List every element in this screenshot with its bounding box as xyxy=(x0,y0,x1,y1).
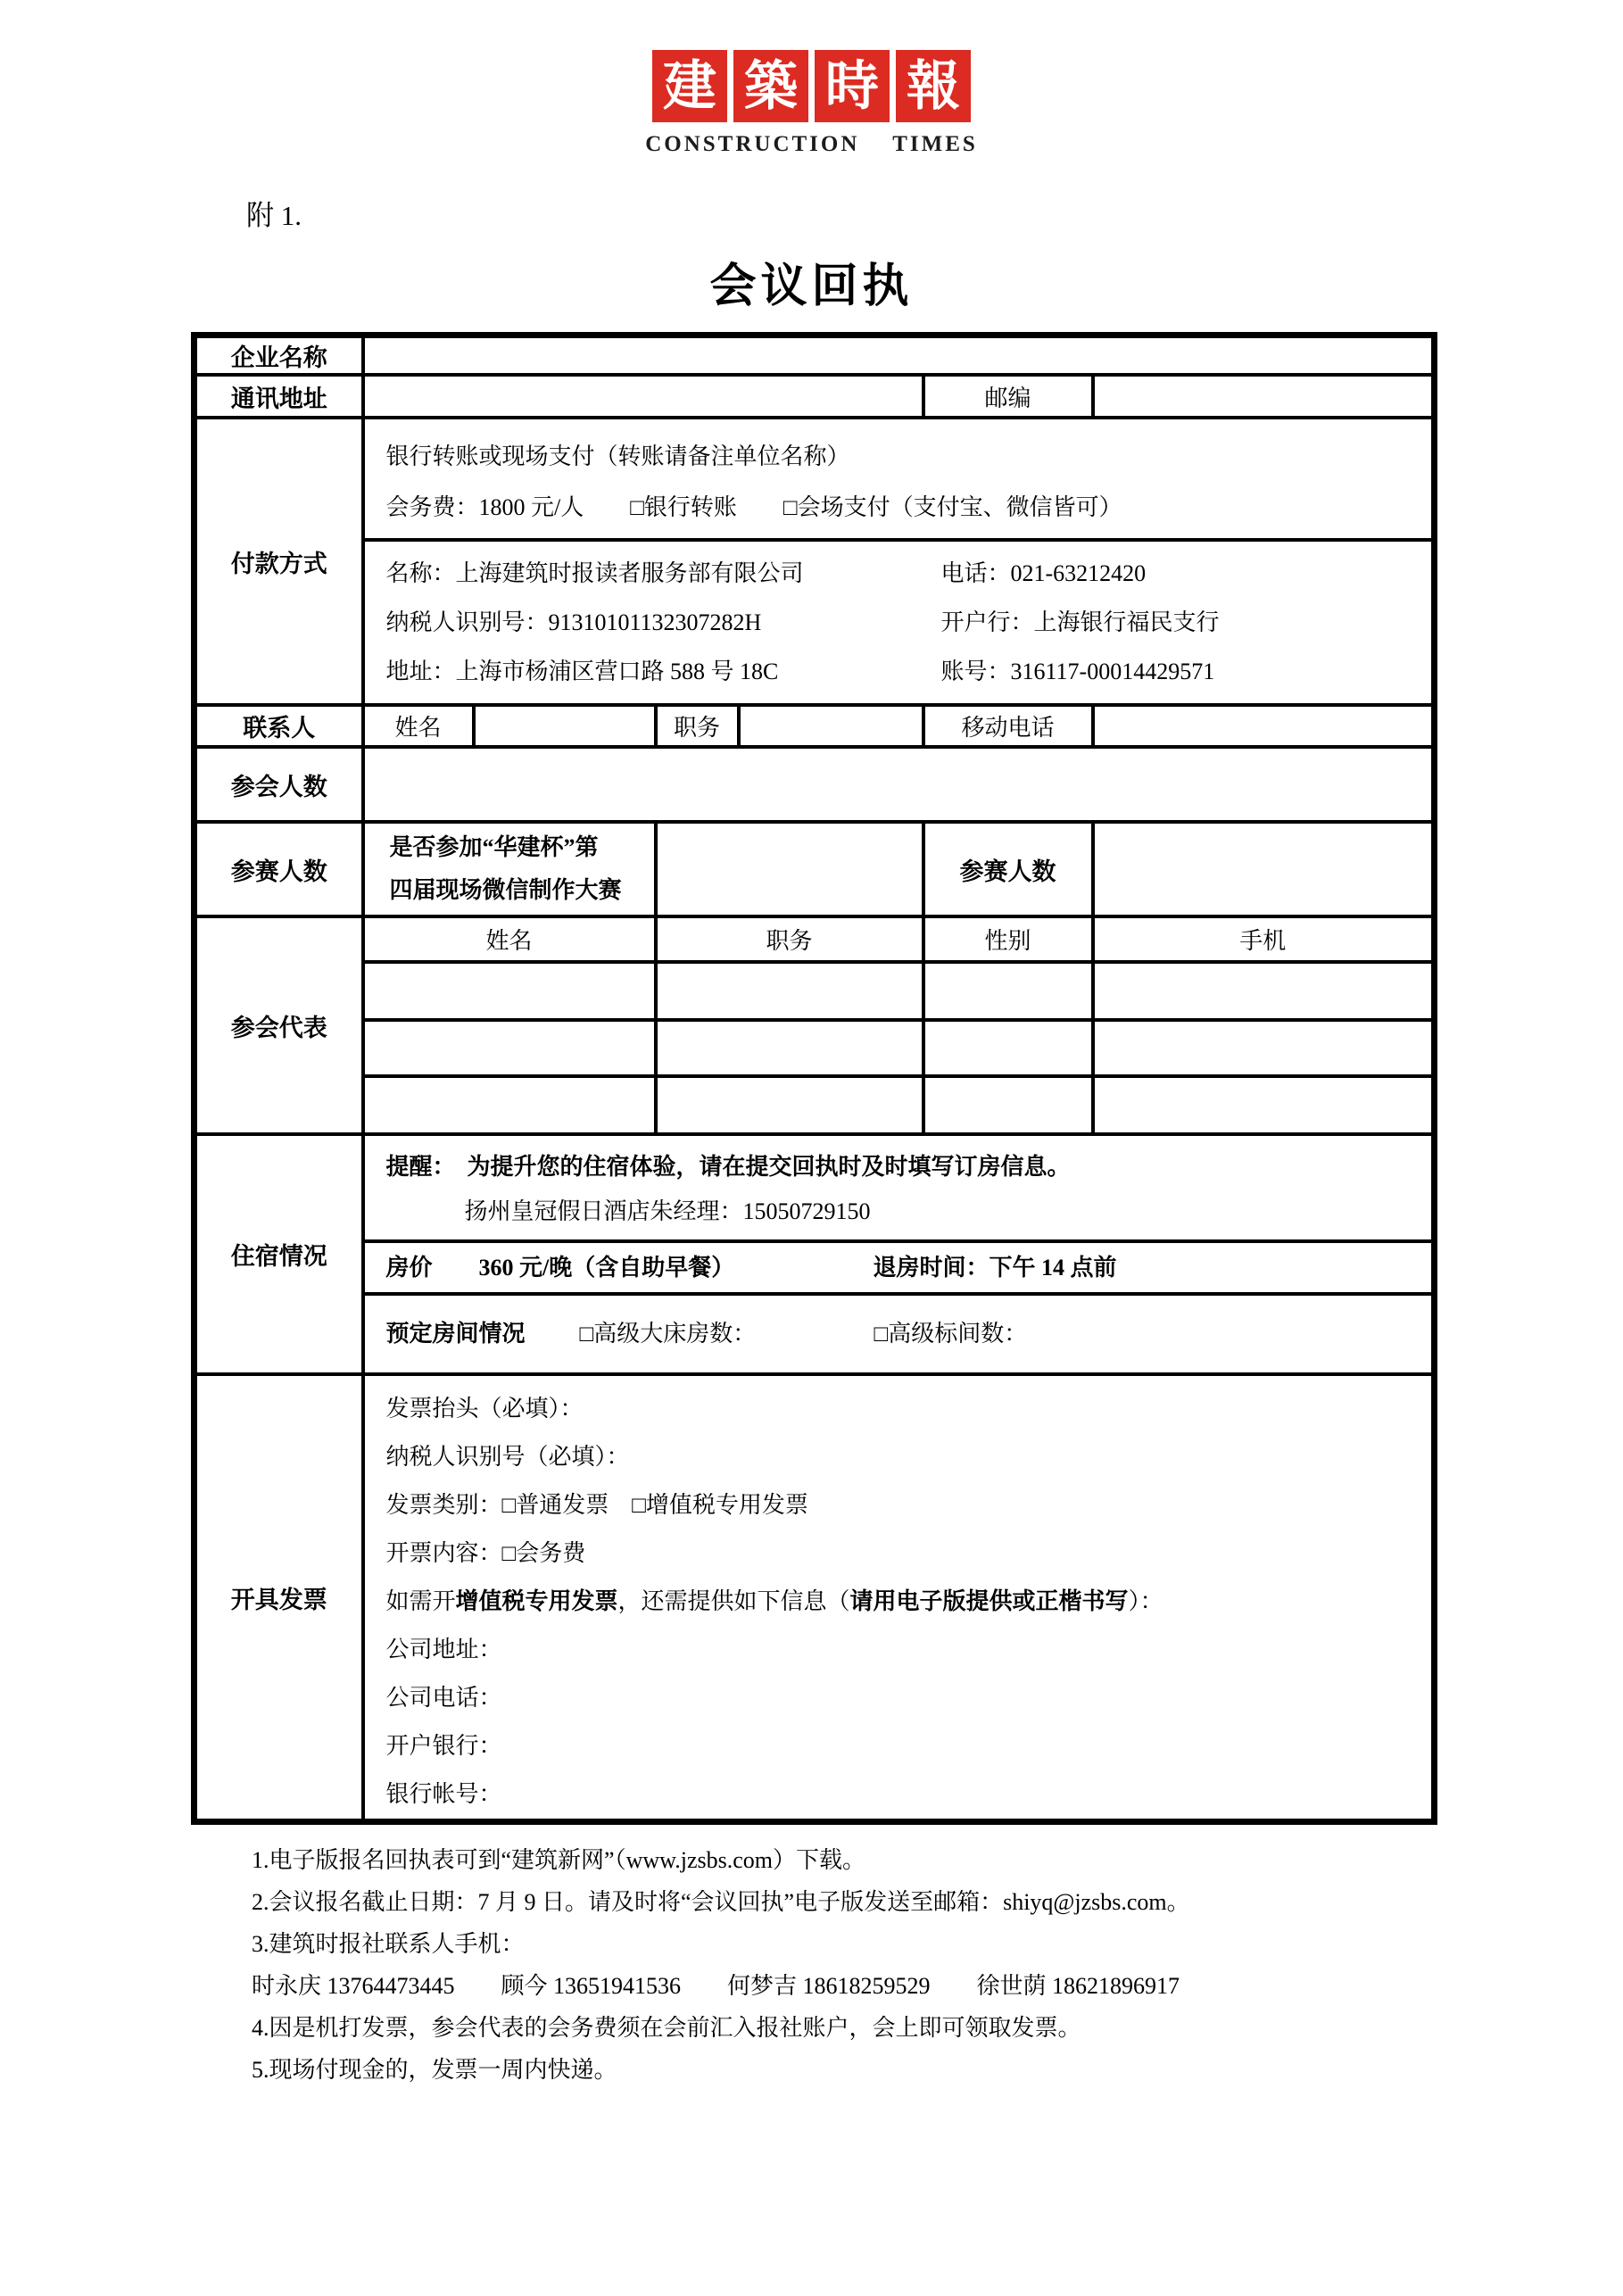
contest-question-line2: 四届现场微信制作大赛 xyxy=(389,877,622,903)
contact-row xyxy=(195,705,1435,747)
invoice-company-phone-line: 公司电话： xyxy=(385,1685,502,1711)
payee-account: 账号：316117-00014429571 xyxy=(940,659,1215,684)
delegate3-position-field[interactable] xyxy=(656,1076,923,1134)
contact-position-label: 职务 xyxy=(656,705,739,747)
logo-square-1: 建 xyxy=(652,50,727,122)
logo-square-2: 築 xyxy=(733,50,808,122)
contact-position-field[interactable] xyxy=(739,705,923,747)
contest-row xyxy=(195,822,1435,916)
footnote-3: 3.建筑时报社联系人手机： xyxy=(252,1931,525,1957)
delegate-row-2 xyxy=(195,1020,1435,1076)
accommodation-notice-cell xyxy=(363,1134,1435,1241)
address-row xyxy=(195,375,1435,418)
contact-name-field[interactable] xyxy=(474,705,656,747)
attendee-count-label: 参会人数 xyxy=(195,747,363,822)
delegates-header-gender: 性别 xyxy=(923,916,1093,962)
contest-question-cell xyxy=(363,822,656,916)
payee-bank: 开户行：上海银行福民支行 xyxy=(940,609,1220,635)
delegate1-gender-field[interactable] xyxy=(923,962,1093,1020)
invoice-content-line: 开票内容：□会务费 xyxy=(385,1540,586,1566)
footnote-1: 1.电子版报名回执表可到“建筑新网”（www.jzsbs.com）下载。 xyxy=(252,1847,865,1873)
contact-name-label: 姓名 xyxy=(363,705,474,747)
address-label: 通讯地址 xyxy=(195,375,363,418)
contact-label: 联系人 xyxy=(195,705,363,747)
room-price-cell xyxy=(363,1241,1435,1294)
company-name-field[interactable] xyxy=(363,336,1435,376)
delegate1-position-field[interactable] xyxy=(656,962,923,1020)
vat-bold1: 增值税专用发票 xyxy=(455,1588,618,1614)
postcode-field[interactable] xyxy=(1093,375,1435,418)
payment-line2: 会务费：1800 元/人 □银行转账 □会场支付（支付宝、微信皆可） xyxy=(385,493,1122,520)
payment-line1: 银行转账或现场支付（转账请备注单位名称） xyxy=(385,443,850,469)
vat-bold2: 请用电子版提供或正楷书写 xyxy=(849,1588,1129,1614)
contest-question-line1: 是否参加“华建杯”第 xyxy=(389,834,599,860)
invoice-label: 开具发票 xyxy=(195,1374,363,1822)
contest-answer-field[interactable] xyxy=(656,822,923,916)
attendee-count-row xyxy=(195,747,1435,822)
invoice-company-addr-line: 公司地址： xyxy=(385,1637,502,1662)
delegate3-mobile-field[interactable] xyxy=(1093,1076,1435,1134)
king-room-checkbox: □高级大床房数： xyxy=(579,1321,757,1347)
invoice-bank-line: 开户银行： xyxy=(385,1733,502,1759)
invoice-account-line: 银行帐号： xyxy=(385,1781,502,1807)
contact-mobile-field[interactable] xyxy=(1093,705,1435,747)
footnote-4: 4.因是机打发票，参会代表的会务费须在会前汇入报社账户，会上即可领取发票。 xyxy=(252,2015,1081,2041)
payee-address: 地址：上海市杨浦区营口路 588 号 18C xyxy=(385,659,779,684)
accommodation-notice-row xyxy=(195,1134,1435,1241)
company-name-label: 企业名称 xyxy=(195,336,363,376)
invoice-row xyxy=(195,1374,1435,1822)
delegate2-mobile-field[interactable] xyxy=(1093,1020,1435,1076)
payment-method-cell xyxy=(363,418,1435,540)
page-title: 会议回执 xyxy=(709,261,914,312)
room-price: 房价 360 元/晚（含自助早餐） xyxy=(385,1254,735,1281)
delegate2-name-field[interactable] xyxy=(363,1020,656,1076)
delegate3-gender-field[interactable] xyxy=(923,1076,1093,1134)
standard-room-checkbox: □高级标间数： xyxy=(874,1321,1028,1347)
invoice-type-line: 发票类别：□普通发票 □增值税专用发票 xyxy=(385,1492,808,1518)
room-price-row xyxy=(195,1241,1435,1294)
footnote-contact-phones: 时永庆 13764473445 顾今 13651941536 何梦吉 18618259529 徐世荫 18621896917 xyxy=(252,1973,1180,1999)
delegates-label: 参会代表 xyxy=(195,916,363,1134)
company-name-row xyxy=(195,336,1435,376)
vat-pre: 如需开 xyxy=(385,1588,456,1614)
footnotes xyxy=(252,1839,1412,2091)
payment-row-2 xyxy=(195,540,1435,705)
booking-label: 预定房间情况 xyxy=(385,1321,526,1347)
delegate1-mobile-field[interactable] xyxy=(1093,962,1435,1020)
vat-post: ）： xyxy=(1128,1588,1163,1614)
invoice-taxid-line: 纳税人识别号（必填）： xyxy=(385,1444,630,1470)
logo-subtitle: CONSTRUCTION TIMES xyxy=(645,132,978,156)
footnote-2: 2.会议报名截止日期：7 月 9 日。请及时将“会议回执”电子版发送至邮箱：shiyq@jzsbs.com。 xyxy=(252,1889,1190,1915)
room-booking-row xyxy=(195,1294,1435,1374)
invoice-vat-line xyxy=(386,1578,1432,1626)
room-booking-cell xyxy=(363,1294,1435,1374)
payment-row-1 xyxy=(195,418,1435,540)
delegates-header-mobile: 手机 xyxy=(1093,916,1435,962)
delegate-row-1 xyxy=(195,962,1435,1020)
hotel-contact: 扬州皇冠假日酒店朱经理：15050729150 xyxy=(464,1198,871,1224)
logo-square-4: 報 xyxy=(896,50,971,122)
invoice-header-line: 发票抬头（必填）： xyxy=(385,1396,584,1422)
invoice-cell xyxy=(363,1374,1435,1822)
masthead xyxy=(0,0,1623,157)
construction-times-logo xyxy=(652,50,971,122)
vat-mid: ，还需提供如下信息（ xyxy=(617,1588,850,1614)
delegate2-position-field[interactable] xyxy=(656,1020,923,1076)
contest-count-field[interactable] xyxy=(1093,822,1435,916)
contest-label: 参赛人数 xyxy=(195,822,363,916)
contest-count-label: 参赛人数 xyxy=(923,822,1093,916)
postcode-label: 邮编 xyxy=(923,375,1093,418)
delegate1-name-field[interactable] xyxy=(363,962,656,1020)
payment-detail-cell xyxy=(363,540,1435,705)
delegate-row-3 xyxy=(195,1076,1435,1134)
contact-mobile-label: 移动电话 xyxy=(923,705,1093,747)
payee-name: 名称：上海建筑时报读者服务部有限公司 xyxy=(385,560,804,586)
payment-label: 付款方式 xyxy=(195,418,363,705)
footnote-5: 5.现场付现金的，发票一周内快递。 xyxy=(252,2057,617,2083)
accommodation-label: 住宿情况 xyxy=(195,1134,363,1374)
attendee-count-field[interactable] xyxy=(363,747,1435,822)
reply-form-table xyxy=(191,332,1437,1825)
delegate2-gender-field[interactable] xyxy=(923,1020,1093,1076)
delegates-header-position: 职务 xyxy=(656,916,923,962)
accommodation-notice: 提醒： 为提升您的住宿体验，请在提交回执时及时填写订房信息。 xyxy=(385,1154,1071,1180)
attachment-label: 附 1. xyxy=(246,200,302,231)
logo-square-3: 時 xyxy=(815,50,890,122)
delegates-header-name: 姓名 xyxy=(363,916,656,962)
delegates-header-row xyxy=(195,916,1435,962)
address-field[interactable] xyxy=(363,375,923,418)
checkout-time: 退房时间：下午 14 点前 xyxy=(873,1254,1117,1281)
payee-phone: 电话：021-63212420 xyxy=(940,560,1147,586)
delegate3-name-field[interactable] xyxy=(363,1076,656,1134)
payee-taxid: 纳税人识别号：91310101132307282H xyxy=(385,609,762,635)
